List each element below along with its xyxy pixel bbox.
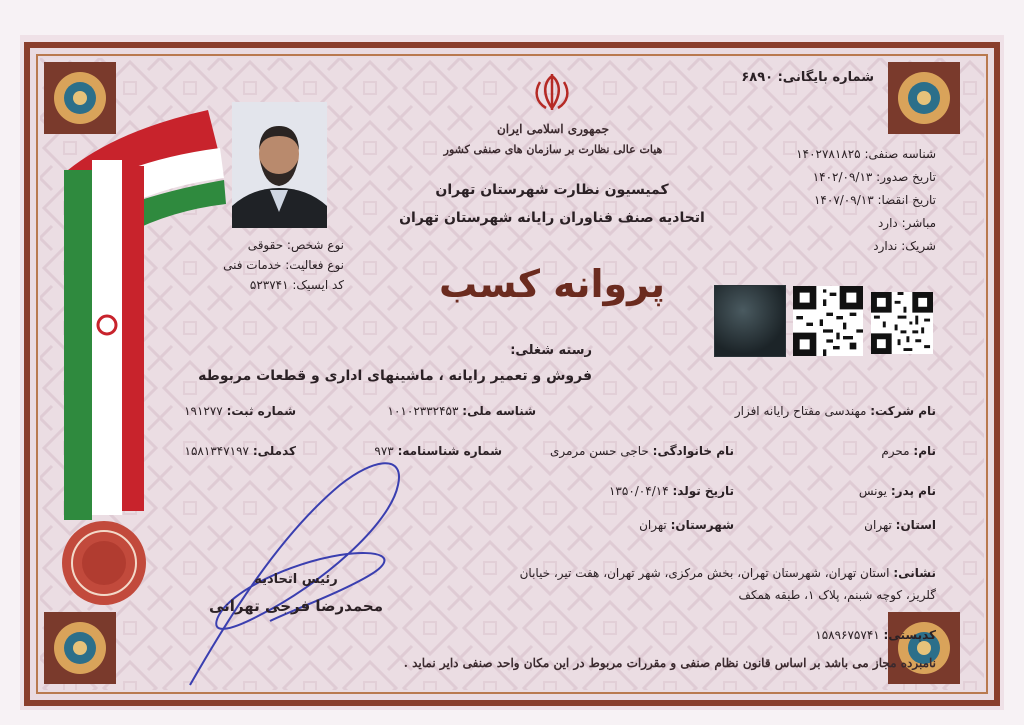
iran-emblem-icon — [530, 72, 574, 112]
qr-code-icon — [793, 286, 863, 356]
father-name: نام پدر: یونس — [858, 484, 936, 498]
issue-date: تاریخ صدور: ۱۴۰۲/۰۹/۱۳ — [812, 170, 936, 184]
guild-id: شناسه صنفی: ۱۴۰۲۷۸۱۸۲۵ — [796, 147, 936, 161]
city: شهرستان: تهران — [639, 518, 734, 532]
board-name: هیات عالی نظارت بر سازمان های صنفی کشور — [443, 143, 663, 156]
surname: نام خانوادگی: حاجی حسن مرمری — [549, 444, 734, 458]
activity-type: نوع فعالیت: خدمات فنی — [223, 258, 344, 272]
partner: شریک: ندارد — [873, 239, 936, 253]
occupation-label: رسته شغلی: — [510, 343, 592, 358]
signatory-role: رئیس اتحادیه — [254, 572, 338, 587]
corner-ornament-icon — [44, 612, 116, 684]
address-line-1: نشانی: استان تهران، شهرستان تهران، بخش مرکزی، شهر تهران، هفت تیر، خیابان — [519, 566, 936, 580]
ministry-seal-icon — [58, 518, 150, 608]
signatory-name: محمدرضا فرجی تهرانی — [209, 597, 383, 615]
commission-name: کمیسیون نظارت شهرستان تهران — [435, 182, 669, 198]
national-code: کدملی: ۱۵۸۱۳۴۷۱۹۷ — [184, 444, 296, 458]
national-id: شناسه ملی: ۱۰۱۰۲۳۳۲۴۵۳ — [387, 404, 536, 418]
corner-ornament-icon — [888, 612, 960, 684]
birth-date: تاریخ تولد: ۱۳۵۰/۰۴/۱۴ — [608, 484, 734, 498]
first-name: نام: محرم — [881, 444, 936, 458]
holder-photo — [232, 102, 327, 228]
corner-ornament-icon — [888, 62, 960, 134]
union-name: اتحادیه صنف فناوران رایانه شهرستان تهران — [399, 210, 705, 226]
qr-code-icon — [871, 292, 933, 354]
footer-note: نامبرده مجاز می باشد بر اساس قانون نظام صنفی و مقررات مربوط در این مکان واحد صنفی دایر نماید . — [403, 656, 936, 670]
company-name: نام شرکت: مهندسی مفتاح رایانه افزار — [734, 404, 936, 418]
direct-manager: مباشر: دارد — [877, 216, 936, 230]
person-type: نوع شخص: حقوقی — [247, 238, 344, 252]
postal-code: کدپستی: ۱۵۸۹۶۷۵۷۴۱ — [815, 628, 936, 642]
province: استان: تهران — [864, 518, 936, 532]
occupation-value: فروش و تعمیر رایانه ، ماشینهای اداری و قطعات مربوطه — [198, 368, 592, 384]
isic-code: کد ایسیک: ۵۲۳۷۴۱ — [249, 278, 344, 292]
hologram-icon — [714, 285, 786, 357]
country-name: جمهوری اسلامی ایران — [496, 122, 610, 136]
address-line-2: گلریز، کوچه شبنم، پلاک ۱، طبقه همکف — [738, 588, 936, 602]
handwritten-signature-icon — [170, 445, 430, 695]
expiry-date: تاریخ انقضا: ۱۴۰۷/۰۹/۱۳ — [813, 193, 936, 207]
id-number: شماره شناسنامه: ۹۷۳ — [374, 444, 502, 458]
document-title: پروانه کسب — [438, 262, 666, 306]
archive-number: شماره بایگانی: ۶۸۹۰ — [741, 70, 874, 85]
registration-number: شماره ثبت: ۱۹۱۲۷۷ — [184, 404, 296, 418]
